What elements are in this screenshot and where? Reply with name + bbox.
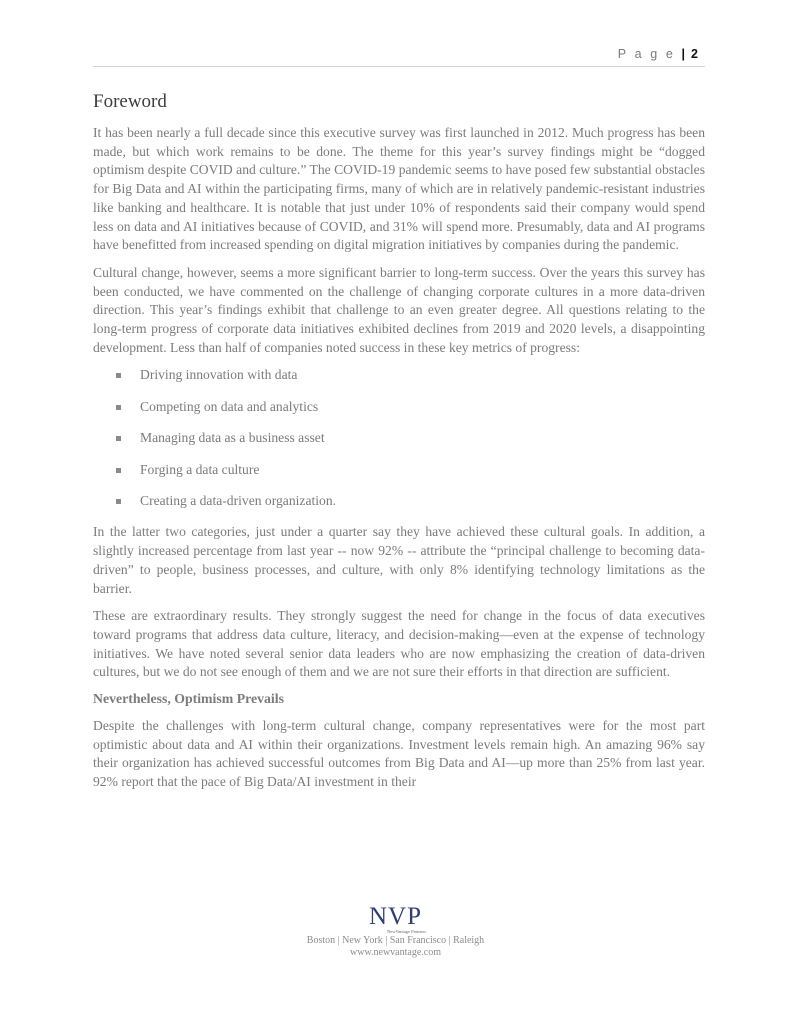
list-item-text: Forging a data culture [140, 461, 260, 477]
page-content [93, 91, 705, 801]
page-separator: | [681, 47, 685, 61]
paragraph: These are extraordinary results. They strongly suggest the need for change in the focus of data executives toward programs that address data culture, literacy, and decision-making—even at the expense of technology initiatives. We have noted several senior data leaders who are now emphasizing the creation of data-driven cultures, but we do not see enough of them and we are not sure their efforts in that direction are sufficient. [93, 608, 705, 680]
square-bullet-icon [116, 405, 121, 410]
nvp-logo: NVP [368, 903, 422, 930]
header-divider [93, 66, 705, 67]
list-item [93, 429, 705, 448]
square-bullet-icon [116, 499, 121, 504]
list-item [93, 398, 705, 417]
page-header [618, 47, 698, 61]
list-item-text: Driving innovation with data [140, 367, 298, 383]
paragraph: Cultural change, however, seems a more significant barrier to long-term success. Over the years this survey has been conducted, we have commented on the challenge of changing corporate cultures in a more data-driven direction. This year’s findings exhibit that challenge to an even greater degree. All questions relating to the long-term progress of corporate data initiatives exhibited declines from 2019 and 2020 levels, a disappointing development. Less than half of companies noted success in these key metrics of progress: [93, 264, 705, 355]
list-item [93, 366, 705, 385]
page-footer [0, 905, 791, 959]
paragraph: In the latter two categories, just under a quarter say they have achieved these cultural goals. In addition, a slightly increased percentage from last year -- now 92% -- attribute the “principal challenge to becoming data-driven” to people, business processes, and culture, with only 8% identifying technology limitations as the barrier. [93, 524, 705, 596]
list-item-text: Managing data as a business asset [140, 430, 325, 446]
list-item-text: Creating a data-driven organization. [140, 493, 337, 508]
section-title: Foreword [93, 91, 167, 112]
list-item [93, 461, 705, 480]
square-bullet-icon [116, 373, 121, 378]
paragraph: Despite the challenges with long-term cultural change, company representatives were for the most part optimistic about data and AI within their organizations. Investment levels remain high. An amazing 96% say their organization has achieved successful outcomes from Big Data and AI—up more than 25% from last year. 92% report that the pace of Big Data/AI investment in their [93, 718, 705, 790]
paragraph: It has been nearly a full decade since this executive survey was first launched in 2012. Much progress has been made, but which work remains to be done. The theme for this year’s survey findings might be “dogged optimism despite COVID and culture.” The COVID-19 pandemic seems to have posed few substantial obstacles for Big Data and AI within the participating firms, many of which are in relatively pandemic-resistant industries like banking and healthcare. It is notable that just under 10% of respondents said their company would spend less on data and AI initiatives because of COVID, and 31% will spend more. Presumably, data and AI programs have benefitted from increased spending on digital migration initiatives by companies during the pandemic. [93, 125, 705, 253]
list-item-text: Competing on data and analytics [140, 398, 319, 414]
metrics-list [93, 366, 705, 510]
page-number: 2 [691, 47, 698, 61]
list-item [93, 492, 705, 511]
footer-locations: Boston | New York | San Francisco | Raleigh [306, 935, 485, 946]
page-label: P a g e [617, 47, 676, 61]
logo-subtitle: NewVantage Partners [387, 929, 426, 934]
square-bullet-icon [116, 436, 121, 441]
subheading: Nevertheless, Optimism Prevails [93, 691, 284, 707]
square-bullet-icon [116, 468, 121, 473]
footer-website: www.newvantage.com [350, 947, 441, 958]
